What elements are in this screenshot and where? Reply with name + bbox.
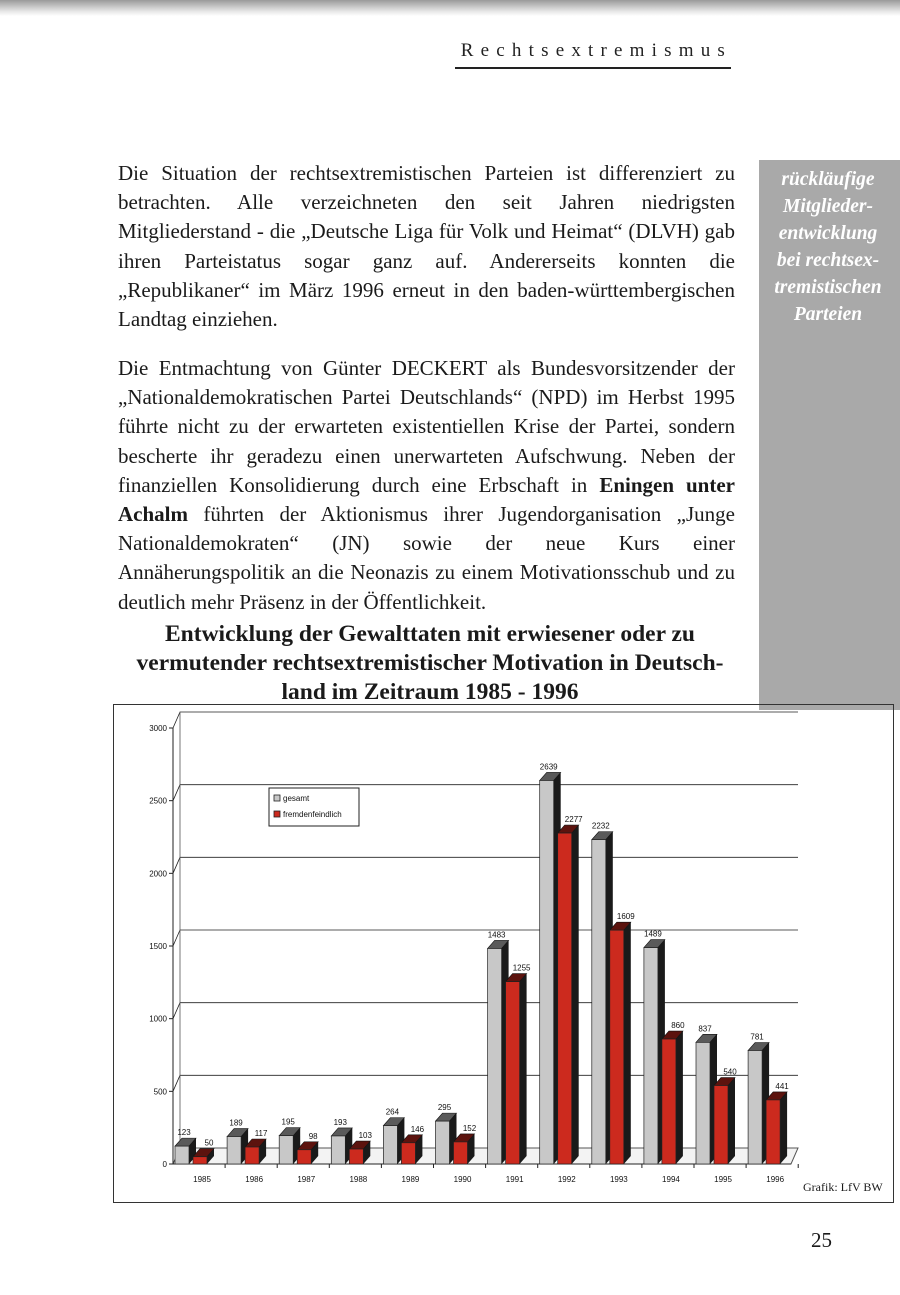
y-tick-label: 0 — [162, 1160, 167, 1169]
y-tick-label: 500 — [153, 1087, 167, 1097]
margin-note-line: rückläufige — [781, 169, 875, 190]
data-label-gesamt: 1489 — [644, 929, 662, 939]
margin-note-line: bei rechtsex- — [776, 250, 880, 271]
legend-label-gesamt: gesamt — [283, 794, 310, 803]
bar-fremdenfeindlich — [558, 825, 579, 1164]
running-head: Rechtsextremismus — [460, 40, 732, 61]
chart-title-line: Entwicklung der Gewalttaten mit erwiesener oder zu — [165, 621, 695, 647]
running-head-rule — [455, 67, 731, 69]
data-label-gesamt: 295 — [437, 1103, 452, 1113]
data-label-gesamt: 193 — [333, 1117, 347, 1127]
x-tick-label: 1989 — [401, 1175, 420, 1184]
margin-note-line: entwicklung — [778, 223, 878, 244]
bar-fremdenfeindlich — [506, 974, 527, 1164]
bar-fremdenfeindlich — [662, 1031, 683, 1164]
bar-fremdenfeindlich — [766, 1092, 787, 1164]
x-tick-label: 1986 — [245, 1175, 264, 1184]
data-label-fremdenfeindlich: 103 — [358, 1131, 372, 1141]
x-tick-label: 1988 — [349, 1175, 368, 1184]
y-tick-label: 1500 — [149, 942, 167, 951]
y-tick-label: 1000 — [149, 1014, 167, 1024]
scan-top-band — [0, 0, 900, 16]
paragraph-1: Die Situation der rechtsextremistischen Parteien ist differenziert zu betrachten. Alle verzeichneten den seit Jahren niedrigsten Mitgliederstand - die „Deutsche Liga für Volk und Heimat“ (DLVH) gab ihren Parteistatus sogar ganz auf. Andererseits konnten die „Republikaner“ im März 1996 erneut in den baden-württembergischen Landtag einziehen. — [118, 161, 735, 332]
x-tick-label: 1994 — [662, 1175, 680, 1184]
data-label-gesamt: 123 — [177, 1128, 191, 1138]
data-label-fremdenfeindlich: 1609 — [616, 912, 635, 922]
data-label-fremdenfeindlich: 98 — [308, 1131, 318, 1141]
margin-note-line: Mitglieder- — [783, 196, 873, 217]
data-label-fremdenfeindlich: 860 — [671, 1021, 685, 1031]
chart-title — [112, 620, 748, 707]
data-label-gesamt: 781 — [750, 1032, 764, 1042]
data-label-gesamt: 2639 — [539, 762, 558, 772]
y-tick-label: 2000 — [149, 869, 167, 879]
x-tick-label: 1992 — [557, 1175, 576, 1184]
margin-note-line: Parteien — [793, 304, 863, 325]
data-label-fremdenfeindlich: 441 — [775, 1081, 789, 1091]
chart-title-line: vermutender rechtsextremistischer Motivation in Deutsch- — [136, 650, 724, 676]
legend-swatch-fremdenfeindlich — [274, 811, 280, 817]
x-tick-label: 1987 — [297, 1175, 316, 1184]
legend-swatch-gesamt — [274, 795, 280, 801]
margin-note-line: tremistischen — [774, 277, 882, 298]
data-label-fremdenfeindlich: 152 — [462, 1123, 477, 1133]
bar-fremdenfeindlich — [454, 1134, 475, 1164]
y-tick-label: 3000 — [149, 724, 167, 733]
data-label-gesamt: 264 — [385, 1107, 400, 1117]
y-tick-label: 2500 — [149, 796, 167, 806]
bar-fremdenfeindlich — [610, 922, 631, 1164]
legend-label-fremdenfeindlich: fremdenfeindlich — [283, 810, 342, 819]
x-tick-label: 1990 — [453, 1175, 472, 1184]
chart-title-line: land im Zeitraum 1985 - 1996 — [281, 679, 579, 705]
place-name-bold: Eningen unter Achalm — [118, 472, 735, 527]
x-tick-label: 1991 — [505, 1175, 524, 1184]
x-tick-label: 1985 — [193, 1175, 211, 1184]
data-label-fremdenfeindlich: 1255 — [512, 963, 531, 973]
x-tick-label: 1996 — [766, 1175, 785, 1184]
data-label-fremdenfeindlich: 50 — [204, 1138, 214, 1148]
data-label-gesamt: 1483 — [487, 930, 506, 940]
x-tick-label: 1993 — [609, 1175, 628, 1184]
paragraph-2-text-b: führten der Aktionismus ihrer Jugendorganisation „Junge Nationaldemokraten“ (JN) sowie der neue Kurs einer Annäherungspolitik an die Neonazis zu einem Motivationsschub und zu deutlich mehr Präsenz in der Öffentlichkeit. — [118, 502, 735, 614]
data-label-gesamt: 837 — [698, 1024, 712, 1034]
data-label-fremdenfeindlich: 540 — [723, 1067, 737, 1077]
paragraph-2 — [118, 354, 735, 617]
data-label-fremdenfeindlich: 2277 — [564, 815, 583, 825]
bar-chart — [113, 704, 894, 1203]
page-number: 25 — [811, 1228, 832, 1252]
margin-note — [759, 166, 897, 328]
bar-fremdenfeindlich — [714, 1078, 735, 1164]
data-label-fremdenfeindlich: 146 — [410, 1124, 425, 1134]
paragraph-2-text-a: Die Entmachtung von Günter DECKERT als Bundesvorsitzender der „Nationaldemokratischen Partei Deutschlands“ (NPD) im Herbst 1995 führte nicht zu der erwarteten existentiellen Krise der Partei, sondern bescherte ihr geradezu einen unerwarteten Aufschwung. Neben der finanziellen Konsolidierung durch eine Erbschaft in — [118, 356, 735, 497]
graphic-credit: Grafik: LfV BW — [803, 1180, 883, 1194]
data-label-gesamt: 195 — [281, 1117, 295, 1127]
data-label-gesamt: 189 — [229, 1118, 243, 1128]
data-label-fremdenfeindlich: 117 — [254, 1128, 268, 1138]
data-label-gesamt: 2232 — [591, 821, 610, 831]
x-tick-label: 1995 — [714, 1175, 732, 1184]
